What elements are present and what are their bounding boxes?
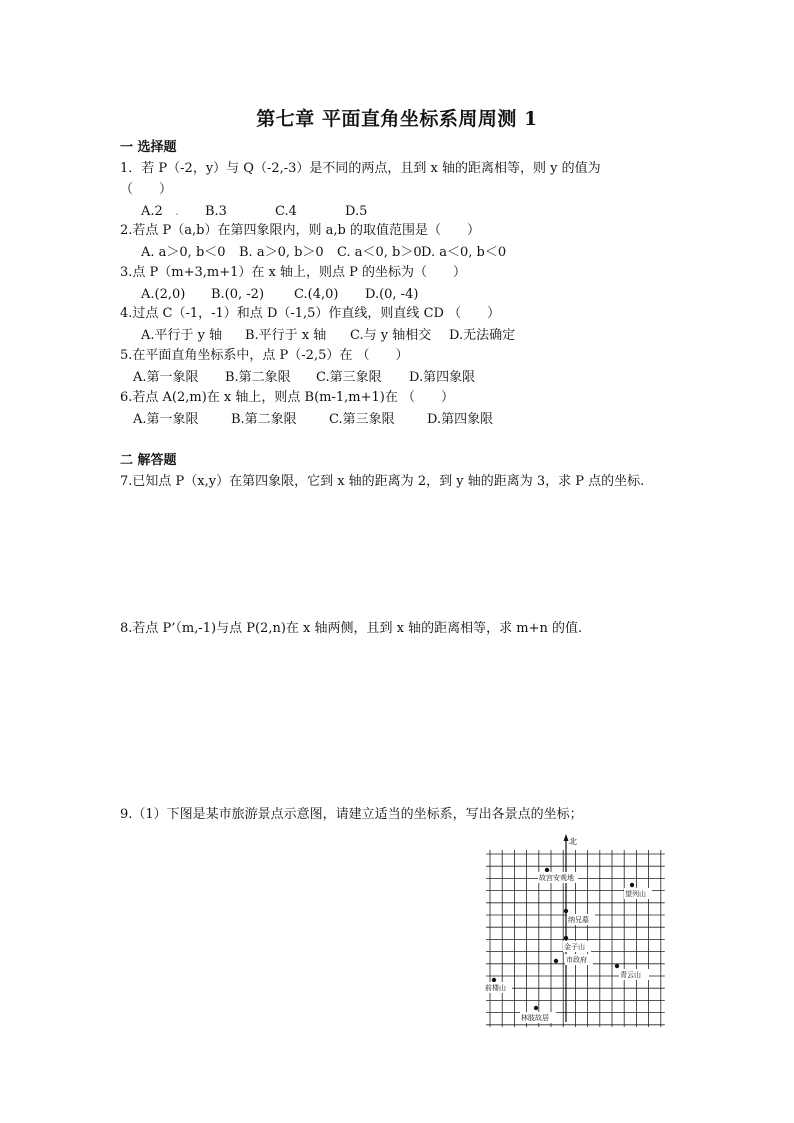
question-1-blank: （ ）: [120, 182, 173, 197]
q3-option-d: D.(0, -4): [365, 287, 419, 302]
q1-option-d: D.5: [345, 204, 368, 219]
north-label: 北: [569, 837, 577, 846]
q3-option-a: A.(2,0): [141, 287, 186, 302]
q4-option-d: D.无法确定: [449, 328, 516, 343]
place-shizhengfu-label: 市政府: [566, 956, 587, 964]
q1-option-a: A.2: [141, 204, 163, 219]
q3-option-c: C.(4,0): [294, 287, 339, 302]
q2-option-b: B. a＞0, b＞0: [239, 245, 324, 260]
place-gugong-label: 故宫安观地: [539, 874, 574, 882]
question-6-stem: 6.若点 A(2,m)在 x 轴上，则点 B(m-1,m+1)在 （ ）: [120, 390, 454, 405]
place-marker: [554, 959, 558, 963]
place-marker: [615, 964, 619, 968]
q5-option-b: B.第二象限: [225, 370, 291, 385]
q1-option-b: B.3: [205, 204, 227, 219]
q6-option-d: D.第四象限: [427, 412, 494, 427]
q4-option-a: A.平行于 y 轴: [141, 328, 223, 343]
q1-stray-dot: .: [175, 204, 180, 219]
question-9: 9.（1）下图是某市旅游景点示意图，请建立适当的坐标系，写出各景点的坐标；: [120, 807, 583, 822]
tourist-map-figure: [484, 832, 674, 1027]
place-marker: [534, 1006, 538, 1010]
place-naxiongmu-label: 纳兄墓: [568, 916, 589, 924]
place-qingyunshan-label: 青云山: [620, 971, 641, 979]
place-marker: [630, 883, 634, 887]
question-7: 7.已知点 P（x,y）在第四象限，它到 x 轴的距离为 2，到 y 轴的距离为 3，求 P 点的坐标.: [120, 474, 645, 489]
q6-option-c: C.第三象限: [329, 412, 395, 427]
q6-option-b: B.第二象限: [231, 412, 297, 427]
north-arrow-icon: [564, 834, 569, 841]
section-answer-heading: 二 解答题: [120, 453, 177, 468]
page-title: 第七章 平面直角坐标系周周测 1: [256, 108, 538, 130]
place-qianloushan-label: 前楼山: [485, 984, 506, 992]
question-1-stem: 1．若 P（-2，y）与 Q（-2,-3）是不同的两点，且到 x 轴的距离相等，则 y 的值为: [120, 161, 601, 176]
place-linzhiguju-label: 林肢故居: [521, 1014, 549, 1022]
q5-option-a: A.第一象限: [133, 370, 199, 385]
q4-option-c: C.与 y 轴相交: [350, 328, 432, 343]
q4-option-b: B.平行于 x 轴: [245, 328, 327, 343]
place-marker: [564, 936, 568, 940]
question-5-stem: 5.在平面直角坐标系中，点 P（-2,5）在 （ ）: [120, 348, 409, 363]
place-jinzishan-label: 金子山: [564, 943, 585, 951]
question-4-stem: 4.过点 C（-1，-1）和点 D（-1,5）作直线，则直线 CD （ ）: [120, 306, 501, 321]
place-wanglieshan-label: 望列山: [625, 890, 646, 898]
place-marker: [545, 868, 549, 872]
question-3-stem: 3.点 P（m+3,m+1）在 x 轴上，则点 P 的坐标为（ ）: [120, 265, 467, 280]
question-2-stem: 2.若点 P（a,b）在第四象限内，则 a,b 的取值范围是（ ）: [120, 223, 480, 238]
q2-option-c: C. a＜0, b＞0: [337, 245, 422, 260]
q2-option-a: A. a＞0, b＜0: [141, 245, 226, 260]
q3-option-b: B.(0, -2): [211, 287, 265, 302]
q5-option-d: D.第四象限: [409, 370, 476, 385]
section-choice-heading: 一 选择题: [120, 140, 177, 155]
q1-option-c: C.4: [275, 204, 297, 219]
q6-option-a: A.第一象限: [133, 412, 199, 427]
question-8: 8.若点 P’（m,-1)与点 P(2,n)在 x 轴两侧，且到 x 轴的距离相等，求 m+n 的值.: [120, 621, 583, 636]
q2-option-d: D. a＜0, b＜0: [421, 245, 507, 260]
q5-option-c: C.第三象限: [316, 370, 382, 385]
place-marker: [564, 909, 568, 913]
place-marker: [492, 978, 496, 982]
